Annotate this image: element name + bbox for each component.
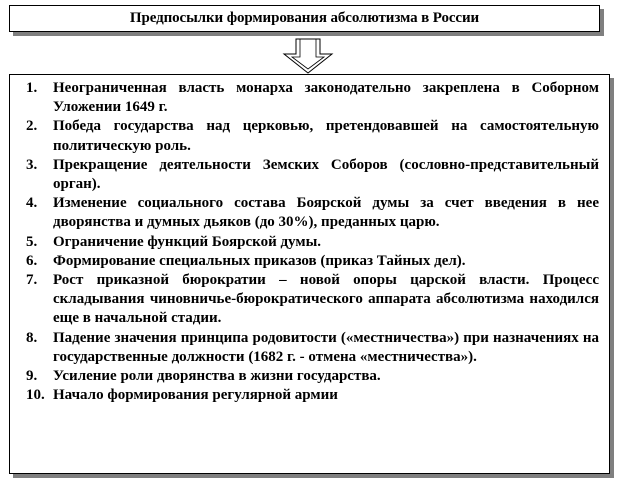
item-text: Падение значения принципа родовитости («местничества») при назначениях на государственные должности (1682 г. - отмена «местничества»). bbox=[53, 329, 599, 365]
item-number: 10. bbox=[26, 387, 45, 404]
item-number: 8. bbox=[26, 329, 38, 346]
item-text: Усиление роли дворянства в жизни государства. bbox=[53, 368, 381, 385]
list-item bbox=[26, 117, 599, 155]
list-item bbox=[26, 271, 599, 329]
item-number: 9. bbox=[26, 368, 38, 385]
preconditions-list-box bbox=[9, 74, 610, 474]
item-text: Формирование специальных приказов (приказ Тайных дел). bbox=[53, 252, 466, 269]
item-number: 2. bbox=[26, 118, 38, 135]
list-item bbox=[26, 156, 599, 194]
item-text: Неограниченная власть монарха законодательно закреплена в Соборном Уложении 1649 г. bbox=[53, 80, 599, 116]
item-text: Победа государства над церковью, претендовавшей на самостоятельную политическую роль. bbox=[53, 118, 599, 154]
item-text: Рост приказной бюрократии – новой опоры царской власти. Процесс складывания чиновничье-бюрократического аппарата абсолютизма находился еще в начальной стадии. bbox=[53, 272, 599, 327]
item-text: Начало формирования регулярной армии bbox=[53, 387, 338, 404]
list-item bbox=[26, 367, 599, 386]
list-item bbox=[26, 194, 599, 232]
item-number: 6. bbox=[26, 252, 38, 269]
list-item bbox=[26, 252, 599, 271]
item-text: Ограничение функций Боярской думы. bbox=[53, 233, 322, 250]
item-number: 5. bbox=[26, 233, 38, 250]
list-item bbox=[26, 233, 599, 252]
item-number: 3. bbox=[26, 156, 38, 173]
down-arrow-icon bbox=[282, 38, 334, 74]
list-item bbox=[26, 329, 599, 367]
item-number: 7. bbox=[26, 272, 38, 289]
list-item bbox=[26, 386, 599, 405]
item-number: 1. bbox=[26, 80, 38, 96]
document-title: Предпосылки формирования абсолютизма в России bbox=[129, 10, 480, 26]
title-box bbox=[9, 5, 600, 32]
item-text: Прекращение деятельности Земских Соборов (сословно-представительный орган). bbox=[53, 156, 599, 193]
preconditions-list bbox=[26, 79, 599, 405]
list-item bbox=[26, 79, 599, 117]
item-number: 4. bbox=[26, 195, 38, 212]
item-text: Изменение социального состава Боярской думы за счет введения в нее дворянства и думных дьяков (до 30%), преданных царю. bbox=[53, 195, 599, 231]
